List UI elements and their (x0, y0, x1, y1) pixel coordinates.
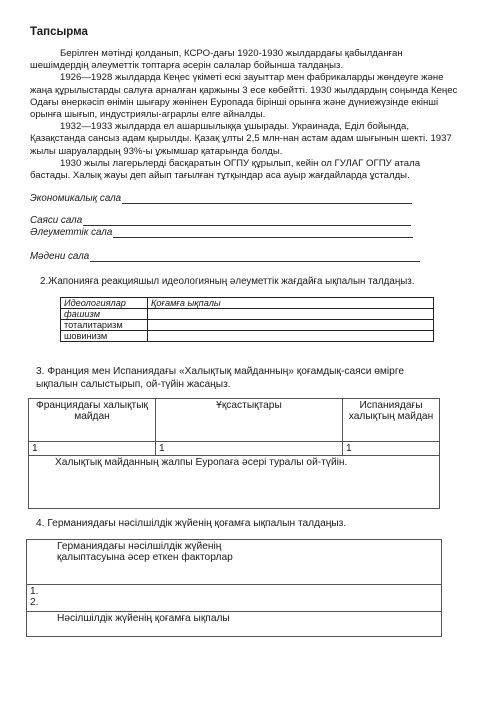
influence-answer-cell[interactable] (148, 309, 434, 320)
factors-answer-cell[interactable] (27, 585, 442, 612)
intro-paragraph-1: Берілген мәтінді қолданып, КСРО-дағы 1920-1930 жылдардағы қабылданған шешімдердің әлеуметтік топтарға әсерін салалар бойынша талдаңыз. (30, 48, 403, 72)
ideology-header: Идеологиялар (61, 298, 148, 309)
table-row (29, 456, 440, 509)
political-sphere-line (30, 215, 411, 226)
intro-paragraph-2: 1926—1928 жылдарда Кеңес үкіметі ескі зауыттар мен фабрикаларды жөндеуге және жаңа құрылыстарды салуға арналған қаржыны 3 есе көбейтті. 1930 жылдардың соңында Кеңес Одағы өнеркәсіп өнімін шығару жөнінен Еуропада бірінші орынға және дүниежүзінде екінші орынға шығып, индустриялы-аграрлы елге айналды. (30, 72, 458, 121)
impact-header: Нәсілшілдік жүйенің қоғамға ықпалы (27, 612, 442, 637)
table-header-row (27, 540, 442, 585)
question-2-prompt: 2.Жапонияға реакцияшыл идеологияның әлеуметтік жағдайға ықпалын талдаңыз. (40, 276, 415, 287)
similarities-answer-cell[interactable]: 1 (156, 442, 343, 456)
similarities-header: Ұқсастықтары (156, 399, 343, 442)
popular-front-table (28, 398, 440, 509)
factor-item-1: 1. (30, 586, 39, 597)
question-4-prompt: 4. Германиядағы нәсілшілдік жүйенің қоғамға ықпалын талдаңыз. (36, 518, 347, 529)
table-row (61, 309, 434, 320)
table-row (61, 320, 434, 331)
table-row (27, 585, 442, 612)
intro-paragraph-3: 1932—1933 жылдарда ел ашаршылыққа ұшырады. Украинада, Еділ бойында, Қазақстанда сансыз адам қырылды. Қазақ ұлты 2,5 млн-нан астам адам шығынын шекті. 1937 жылы шаруалардың 93%-ы ұжымшар қатарында болды. (30, 121, 452, 157)
factor-item-2: 2. (30, 597, 39, 608)
spain-answer-cell[interactable]: 1 (343, 442, 440, 456)
cultural-sphere-label: Мәдени сала (30, 251, 90, 262)
social-sphere-line (30, 227, 413, 238)
table-header-row (29, 399, 440, 442)
influence-answer-cell[interactable] (148, 331, 434, 342)
table-row (29, 442, 440, 456)
france-answer-cell[interactable]: 1 (29, 442, 156, 456)
political-sphere-label: Саяси сала (30, 215, 83, 226)
social-sphere-label: Әлеуметтік сала (30, 227, 113, 238)
influence-answer-cell[interactable] (148, 320, 434, 331)
spain-front-header: Испаниядағы халықтың майдан (343, 399, 440, 442)
conclusion-cell[interactable]: Халықтық майданның жалпы Еуропаға әсері туралы ой-түйін. (29, 456, 440, 509)
racism-table (26, 539, 442, 637)
question-3-prompt: 3. Франция мен Испаниядағы «Халықтық майданның» қоғамдық-саяси өмірге ықпалын салыстырып, ой-түйін жасаңыз. (36, 366, 405, 390)
influence-header: Қоғамға ықпалы (148, 298, 434, 309)
economic-sphere-label: Экономикалық сала (30, 193, 122, 204)
page-title: Тапсырма (30, 26, 88, 38)
factors-header: Германиядағы нәсілшілдік жүйенің қалыптасуына әсер еткен факторлар (27, 540, 442, 585)
ideology-cell: фашизм (61, 309, 148, 320)
ideology-table (60, 297, 434, 342)
economic-answer-field[interactable] (122, 194, 412, 204)
economic-sphere-line (30, 193, 412, 204)
france-front-header: Франциядағы халықтық майдан (29, 399, 156, 442)
social-answer-field[interactable] (113, 228, 413, 238)
intro-paragraph-4: 1930 жылы лагерьлерді басқаратын ОГПУ құрылып, кейін ол ГУЛАГ ОГПУ атала бастады. Халық жауы деп айып тағылған тұтқындар аса ауыр жағдайларда ұсталды. (30, 157, 421, 182)
cultural-sphere-line (30, 251, 420, 262)
table-header-row (61, 298, 434, 309)
political-answer-field[interactable] (83, 216, 411, 226)
intro-text (30, 48, 462, 182)
table-row (27, 612, 442, 637)
ideology-cell: шовинизм (61, 331, 148, 342)
ideology-cell: тоталитаризм (61, 320, 148, 331)
cultural-answer-field[interactable] (90, 252, 420, 262)
table-row (61, 331, 434, 342)
